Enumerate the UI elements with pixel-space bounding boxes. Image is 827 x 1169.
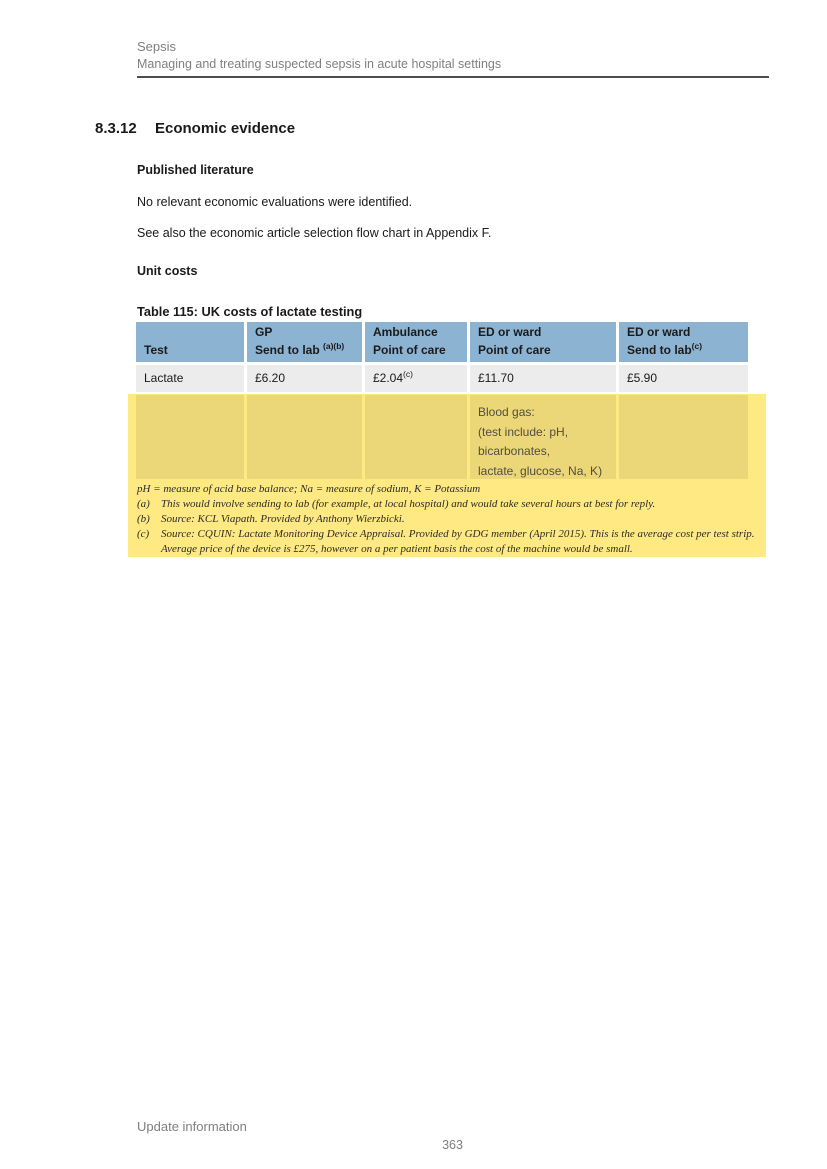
cell-empty-ed-lab — [619, 395, 748, 479]
footnote-key: pH = measure of acid base balance; Na = measure of sodium, K = Potassium — [137, 483, 481, 495]
cell-empty-test — [136, 395, 244, 479]
section-number: 8.3.12 — [95, 120, 137, 137]
table-row-blood-gas — [136, 395, 748, 479]
doc-title: Sepsis — [137, 39, 177, 54]
footnote-a-marker: (a) — [137, 498, 150, 510]
cell-empty-ambulance — [365, 395, 467, 479]
footnote-b-text: Source: KCL Viapath. Provided by Anthony Wierzbicki. — [161, 513, 405, 525]
table-footnotes — [137, 482, 766, 557]
footnote-c-marker: (c) — [137, 528, 150, 540]
cell-ed-lab-cost: £5.90 — [619, 365, 748, 392]
highlight-region — [128, 394, 766, 557]
cell-blood-gas: Blood gas: (test include: pH, bicarbonates, lactate, glucose, Na, K) — [470, 395, 616, 479]
footnote-a-text: This would involve sending to lab (for example, at local hospital) and would take several hours at best for reply. — [161, 498, 656, 510]
cell-test-lactate: Lactate — [136, 365, 244, 392]
section-title: Economic evidence — [155, 120, 296, 137]
col-header-test: Test — [136, 322, 244, 362]
footer-update-information: Update information — [137, 1119, 247, 1134]
running-header — [137, 38, 769, 78]
page-number: 363 — [442, 1138, 463, 1152]
footnote-b-marker: (b) — [137, 513, 150, 525]
footnote-c-text: Source: CQUIN: Lactate Monitoring Device Appraisal. Provided by GDG member (April 2015). This is the average cost per test strip. Average price of the device is £275, however on a per patient basis the cost of the machine would be small. — [161, 528, 755, 555]
doc-subtitle: Managing and treating suspected sepsis in acute hospital settings — [137, 56, 769, 78]
cell-gp-cost: £6.20 — [247, 365, 362, 392]
footnote-c — [137, 527, 766, 557]
cell-ed-poc-cost: £11.70 — [470, 365, 616, 392]
footnote-b — [137, 512, 766, 527]
col-header-ed-poc: ED or ward Point of care — [470, 322, 616, 362]
cost-table — [136, 322, 748, 392]
cell-empty-gp — [247, 395, 362, 479]
table-caption: Table 115: UK costs of lactate testing — [137, 304, 363, 319]
col-header-ambulance-poc: Ambulance Point of care — [365, 322, 467, 362]
section-heading — [95, 120, 295, 137]
cell-ambulance-cost: £2.04$^{(c)}$ — [365, 365, 467, 392]
paragraph-no-evaluations: No relevant economic evaluations were identified. — [137, 195, 413, 209]
col-header-gp-send-to-lab: GP Send to lab $^{(a)(b)}$ — [247, 322, 362, 362]
footnote-a — [137, 497, 766, 512]
unit-costs-heading: Unit costs — [137, 264, 198, 278]
paragraph-see-appendix: See also the economic article selection flow chart in Appendix F. — [137, 226, 492, 240]
published-literature-heading: Published literature — [137, 163, 254, 177]
col-header-ed-send-to-lab: ED or ward Send to lab$^{(c)}$ — [619, 322, 748, 362]
